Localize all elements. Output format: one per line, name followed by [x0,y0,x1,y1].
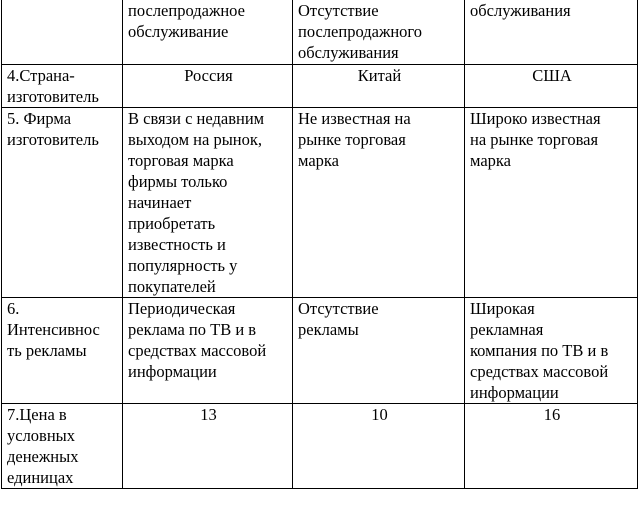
table-row-advertising [2,298,638,404]
cell-usa: 16 [465,404,638,489]
row-label-cell: 7.Цена в условных денежных единицах [2,404,123,489]
row-label-cell [2,0,123,65]
cell-usa: обслуживания [465,0,638,65]
row-label-cell: 5. Фирма изготовитель [2,108,123,298]
cell-china: Отсутствие послепродажного обслуживания [293,0,465,65]
cell-china: 10 [293,404,465,489]
row-label-cell: 4.Страна- изготовитель [2,65,123,108]
table-row-service [2,0,638,65]
table-row-price [2,404,638,489]
table-row-country [2,65,638,108]
row-label-cell: 6. Интенсивнос ть рекламы [2,298,123,404]
cell-russia: Периодическая реклама по ТВ и в средствах массовой информации [123,298,293,404]
cell-russia: Россия [123,65,293,108]
cell-china: Отсутствие рекламы [293,298,465,404]
cell-russia: 13 [123,404,293,489]
cell-china: Китай [293,65,465,108]
cell-usa: Широкая рекламная компания по ТВ и в средствах массовой информации [465,298,638,404]
document-page [1,0,638,489]
table-row-firm [2,108,638,298]
cell-usa: Широко известная на рынке торговая марка [465,108,638,298]
cell-usa: США [465,65,638,108]
cell-china: Не известная на рынке торговая марка [293,108,465,298]
comparison-table [1,0,638,489]
cell-russia: В связи с недавним выходом на рынок, торговая марка фирмы только начинает приобретать известность и популярность у покупателей [123,108,293,298]
cell-russia: послепродажное обслуживание [123,0,293,65]
